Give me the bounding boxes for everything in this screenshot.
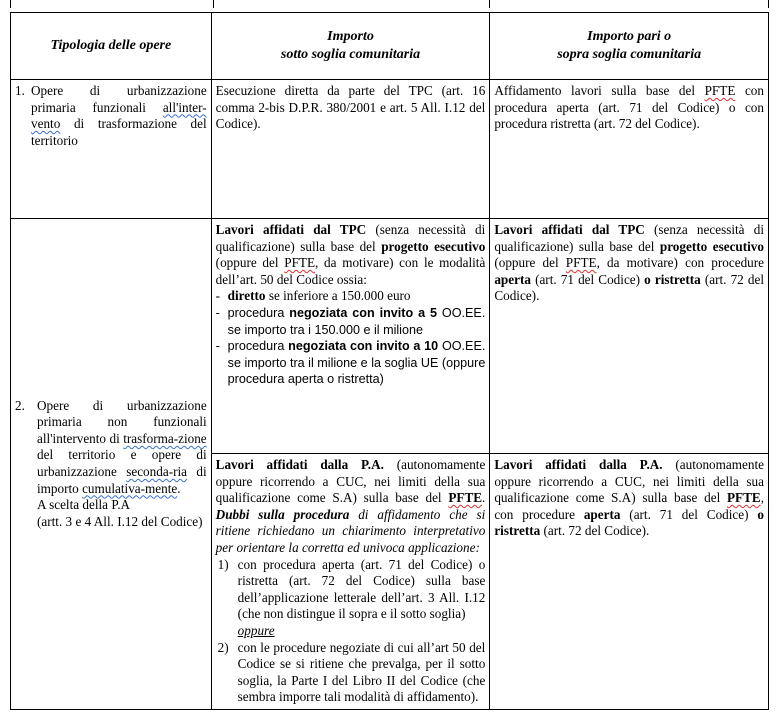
row1-tipologia <box>11 80 212 219</box>
border-tick <box>213 0 214 8</box>
row2-tipologia <box>11 219 212 710</box>
header-sopra-soglia: Importo pari o sopra soglia comunitaria <box>490 13 769 80</box>
row2b-sotto-soglia: Lavori affidati dalla P.A. (autonomamente oppure ricorrendo a CUC, nei limiti della sua qualificazione come S.A) sulla base del PFTE. Dubbi sulla procedura di affidamento che si ritiene richiedano un chiarimento interpretativo per orientare la corretta ed univoca applicazione: 1) con procedura aperta (art. 71 del Codice) o ristretta (art. 72 del Codice) sulla base dell’applicazione letterale dell’art. 3 All. I.12 (che non distingue il sopra e il sotto soglia) oppure 2) con le procedure negoziate di cui all’art 50 del Codice se si ritiene che prevalga, per il sotto soglia, la Parte I del Libro II del Codice (che sembra imporre tali modalità di affidamento). <box>211 454 490 710</box>
border-tick <box>768 0 769 8</box>
previous-page-bottom-edge <box>0 0 780 12</box>
row2a-sotto-soglia: Lavori affidati dal TPC (senza necessità di qualificazione) sulla base del progetto esecutivo (oppure del PFTE, da motivare) con le modalità dell’art. 50 del Codice ossia: - diretto se inferiore a 150.000 euro - procedura negoziata con invito a 5 OO.EE. se importo tra i 150.000 e il milione - procedura negoziata con invito a 10 OO.EE. se importo tra il milione e la soglia UE (oppure procedura aperta o ristretta) <box>211 219 490 454</box>
table-row <box>11 80 769 219</box>
border-tick <box>10 0 11 8</box>
header-row <box>11 13 769 80</box>
row1-type-text: Opere di urbanizzazione primaria funzionali all'inter-vento di trasformazione del territorio <box>31 83 207 148</box>
row2a-sopra-soglia: Lavori affidati dal TPC (senza necessità di qualificazione) sulla base del progetto esecutivo (oppure del PFTE, da motivare) con procedure aperta (art. 71 del Codice) o ristretta (art. 72 del Codice). <box>490 219 769 454</box>
row-number: 2. <box>15 397 25 413</box>
list-item: 1) con procedura aperta (art. 71 del Codice) o ristretta (art. 72 del Codice) sulla base dell’applicazione letterale dell’art. 3 All. I.12 (che non distingue il sopra e il sotto soglia) oppure <box>217 556 486 638</box>
row-number: 1. <box>15 83 25 98</box>
row1-sotto-soglia: Esecuzione diretta da parte del TPC (art. 16 comma 2-bis D.P.R. 380/2001 e art. 5 All. I.12 del Codice). <box>211 80 490 219</box>
header-sotto-soglia: Importo sotto soglia comunitaria <box>211 13 490 80</box>
procedure-list <box>216 288 486 388</box>
header-tipologia: Tipologia delle opere <box>11 13 212 80</box>
list-item: - procedura negoziata con invito a 5 OO.EE. se importo tra i 150.000 e il milione <box>216 305 486 338</box>
row2-articoli: (artt. 3 e 4 All. I.12 del Codice) <box>37 513 203 529</box>
row2b-sopra-soglia: Lavori affidati dalla P.A. (autonomamente oppure ricorrendo a CUC, nei limiti della sua qualificazione come S.A) sulla base del PFTE, con procedure aperta (art. 71 del Codice) o ristretta (art. 72 del Codice). <box>490 454 769 710</box>
table-row <box>11 219 769 454</box>
list-item: 2) con le procedure negoziate di cui all’art 50 del Codice se si ritiene che prevalga, per il sotto soglia, la Parte I del Libro II del Codice (che sembra imporre tali modalità di affidamento). <box>217 639 486 705</box>
row2-scelta: A scelta della P.A <box>37 497 131 513</box>
procurement-table <box>10 12 769 710</box>
border-tick <box>489 0 490 8</box>
row2-type-text: Opere di urbanizzazione primaria non funzionali all'intervento di trasforma-zione del territorio e opere di urbanizzazione seconda-ria di importo cumulativa-mente. A scelta della P.A (artt. 3 e 4 All. I.12 del Codice) <box>37 397 207 529</box>
oppure-label: oppure <box>237 622 275 638</box>
list-item: - procedura negoziata con invito a 10 OO.EE. se importo tra il milione e la soglia UE (oppure procedura aperta o ristretta) <box>216 338 486 388</box>
list-item: - diretto se inferiore a 150.000 euro <box>216 288 486 305</box>
dubbi-list <box>216 557 486 706</box>
row1-sopra-soglia: Affidamento lavori sulla base del PFTE con procedura aperta (art. 71 del Codice) o con procedura ristretta (art. 72 del Codice). <box>490 80 769 219</box>
